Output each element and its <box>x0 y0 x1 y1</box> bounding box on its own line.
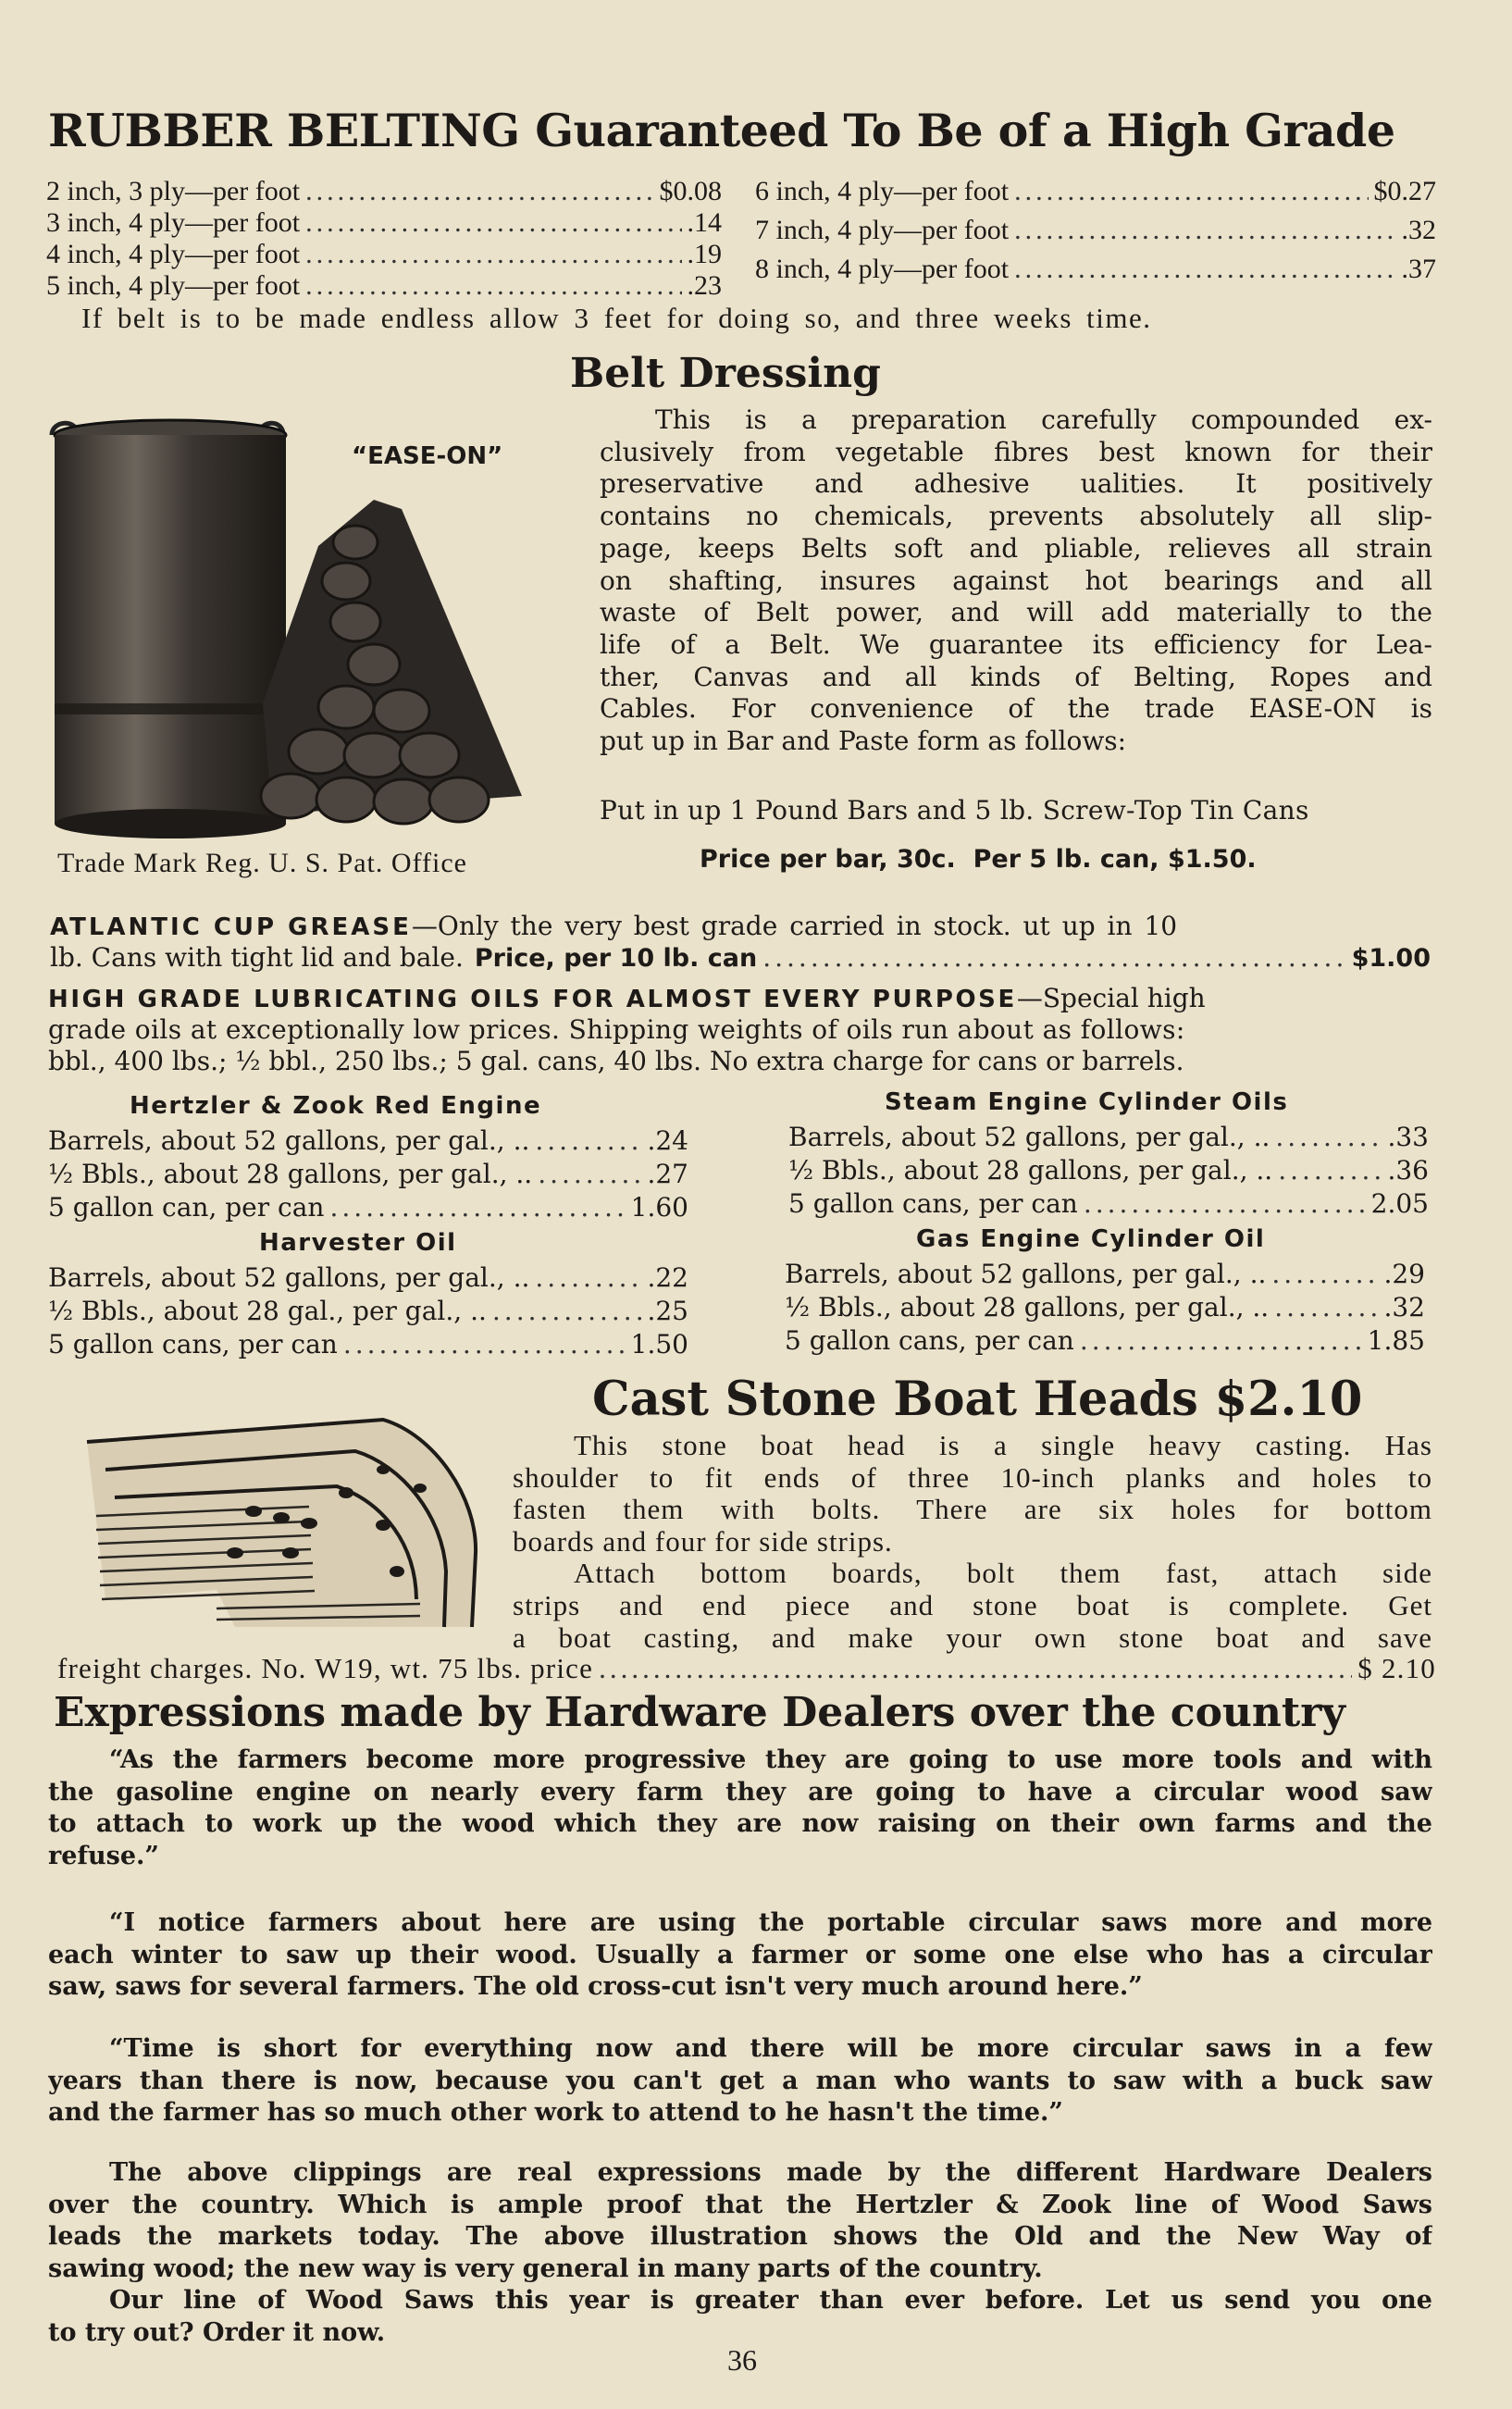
belt-dressing-price: Price per bar, 30c. Per 5 lb. can, $1.50. <box>700 845 1257 874</box>
oils-title-line <box>48 983 1206 1013</box>
cup-grease-line1 <box>50 911 1177 941</box>
trade-mark-caption: Trade Mark Reg. U. S. Pat. Office <box>57 848 467 878</box>
price-row-value: 2.05 <box>1370 1188 1429 1219</box>
leader-dots <box>492 1296 642 1326</box>
leader-dots <box>305 176 653 207</box>
price-row-label: 8 inch, 4 ply—per foot <box>755 254 1010 284</box>
leader-dots <box>305 270 681 302</box>
belt-dressing-line: preservative and adhesive ualities. It positively <box>600 468 1432 500</box>
cup-grease-price-row <box>50 942 1431 973</box>
price-row <box>48 1159 688 1189</box>
leader-dots <box>343 1329 626 1360</box>
price-row-value: .29 <box>1383 1259 1425 1289</box>
price-row <box>48 1296 688 1326</box>
leader-dots <box>1080 1325 1362 1356</box>
price-row-label: 7 inch, 4 ply—per foot <box>755 215 1010 245</box>
price-row-value: .25 <box>647 1296 688 1326</box>
leader-dots <box>538 1159 641 1189</box>
cup-grease-price-label: Price, per 10 lb. can <box>474 944 758 973</box>
price-row-label: ½ Bbls., about 28 gal., per gal., .. <box>48 1296 487 1326</box>
oil-group-title: Gas Engine Cylinder Oil <box>916 1225 1266 1253</box>
boat-heads-price: $ 2.10 <box>1357 1652 1436 1684</box>
expression-line: the gasoline engine on nearly every farm they are going to have a circular wood saw <box>48 1777 1432 1807</box>
rubber-belting-title: RUBBER BELTING Guaranteed To Be of a High Grade <box>48 104 1395 157</box>
cup-grease-line2: lb. Cans with tight lid and bale. <box>50 942 464 973</box>
price-row-value: .37 <box>1401 254 1436 284</box>
cup-grease-text: —Only the very best grade carried in stock. ut up in 10 <box>411 911 1178 941</box>
boat-heads-line: This stone boat head is a single heavy casting. Has <box>574 1429 1432 1461</box>
boat-heads-line: shoulder to fit ends of three 10-inch planks and holes to <box>513 1460 1432 1494</box>
leader-dots <box>1274 1292 1378 1322</box>
boat-heads-line: fasten them with bolts. There are six holes for bottom <box>513 1493 1432 1526</box>
boat-head-illustration <box>78 1414 485 1636</box>
expression-line: over the country. Which is ample proof that the Hertzler & Zook line of Wood Saws <box>48 2190 1432 2219</box>
leader-dots <box>1275 1122 1382 1152</box>
leader-dots <box>1014 176 1368 207</box>
belt-dressing-packaging: Put in up 1 Pound Bars and 5 lb. Screw-Top Tin Cans <box>600 795 1309 826</box>
belt-dressing-line: This is a preparation carefully compounded ex- <box>655 404 1432 435</box>
stone-boat-head-image <box>78 1414 485 1636</box>
belt-dressing-line: page, keeps Belts soft and pliable, relieves all strain <box>600 532 1432 564</box>
price-row-label: Barrels, about 52 gallons, per gal., .. <box>48 1125 530 1156</box>
price-row-label: 5 gallon cans, per can <box>788 1188 1078 1219</box>
price-row-label: 5 gallon can, per can <box>48 1192 325 1223</box>
belt-dressing-line: Cables. For convenience of the trade EASE-ON is <box>600 693 1432 725</box>
belt-dressing-title: Belt Dressing <box>570 350 881 397</box>
price-row-value: $0.08 <box>659 176 722 206</box>
boat-heads-price-row <box>57 1652 1436 1685</box>
leader-dots <box>1014 254 1395 285</box>
leader-dots <box>305 207 681 239</box>
expression-line: each winter to saw up their wood. Usually a farmer or some one else who has a circular <box>48 1940 1432 1969</box>
expressions-title: Expressions made by Hardware Dealers over the country <box>54 1689 1345 1736</box>
expression-line: and the farmer has so much other work to attend to he hasn't the time.” <box>48 2098 1063 2128</box>
price-row <box>48 1192 688 1223</box>
price-row <box>755 254 1436 285</box>
price-row-value: .14 <box>687 207 722 238</box>
price-row-value: $0.27 <box>1373 176 1436 206</box>
price-row-value: 1.60 <box>630 1192 688 1223</box>
boat-heads-title: Cast Stone Boat Heads $2.10 <box>592 1372 1363 1427</box>
belt-dressing-line: put up in Bar and Paste form as follows: <box>600 726 1127 756</box>
price-row <box>48 1262 688 1293</box>
expression-line: Our line of Wood Saws this year is greater than ever before. Let us send you one <box>109 2286 1432 2316</box>
price-row-label: 5 inch, 4 ply—per foot <box>46 270 301 301</box>
price-row-label: 4 inch, 4 ply—per foot <box>46 239 301 269</box>
boat-heads-line: strips and end piece and stone boat is complete. Get <box>513 1589 1432 1621</box>
oil-group-title: Steam Engine Cylinder Oils <box>885 1088 1289 1116</box>
price-row <box>48 1125 688 1156</box>
price-row <box>46 176 722 207</box>
boat-heads-line: boards and four for side strips. <box>513 1524 893 1558</box>
price-row-value: .22 <box>647 1262 688 1293</box>
belt-dressing-line: waste of Belt power, and will add materially to the <box>600 597 1432 628</box>
oil-group-title: Hertzler & Zook Red Engine <box>130 1092 542 1120</box>
price-row-value: .19 <box>687 239 722 269</box>
price-row-label: Barrels, about 52 gallons, per gal., .. <box>788 1122 1270 1152</box>
price-row <box>788 1188 1429 1219</box>
belt-dressing-line: clusively from vegetable fibres best known for their <box>600 436 1432 467</box>
price-row <box>785 1259 1425 1289</box>
expression-line: leads the markets today. The above illustration shows the Old and the New Way of <box>48 2222 1432 2252</box>
oils-line3: bbl., 400 lbs.; ½ bbl., 250 lbs.; 5 gal. cans, 40 lbs. No extra charge for cans or barrels. <box>48 1046 1184 1076</box>
leader-dots <box>329 1192 625 1223</box>
expression-line: “I notice farmers about here are using the portable circular saws more and more <box>109 1908 1432 1937</box>
price-row <box>755 176 1436 207</box>
expression-line: “Time is short for everything now and there will be more circular saws in a few <box>109 2034 1432 2063</box>
leader-dots <box>1084 1188 1366 1219</box>
price-row-value: .32 <box>1383 1292 1425 1322</box>
price-row-value: 1.50 <box>630 1329 688 1360</box>
price-row-value: .36 <box>1387 1155 1429 1186</box>
price-row-label: 2 inch, 3 ply—per foot <box>46 176 301 206</box>
belt-dressing-line: life of a Belt. We guarantee its efficiency for Lea- <box>600 628 1432 660</box>
cup-grease-title: ATLANTIC CUP GREASE <box>50 913 412 941</box>
price-row-value: .24 <box>647 1125 688 1156</box>
expression-line: refuse.” <box>48 1841 159 1870</box>
belt-dressing-line: contains no chemicals, prevents absolutely all slip- <box>600 501 1432 532</box>
price-row-label: ½ Bbls., about 28 gallons, per gal., .. <box>788 1155 1273 1186</box>
leader-dots <box>305 239 681 270</box>
boat-heads-line: a boat casting, and make your own stone boat and save <box>513 1620 1432 1654</box>
expression-line: to try out? Order it now. <box>48 2318 386 2347</box>
price-row-label: ½ Bbls., about 28 gallons, per gal., .. <box>785 1292 1270 1322</box>
price-row <box>46 207 722 239</box>
price-row-value: 1.85 <box>1367 1325 1425 1356</box>
expression-line: years than there is now, because you can't get a man who wants to saw with a buck saw <box>48 2066 1432 2095</box>
leader-dots <box>535 1262 641 1293</box>
price-row-label: Barrels, about 52 gallons, per gal., .. <box>785 1259 1267 1289</box>
price-row <box>785 1292 1425 1322</box>
price-row-label: 6 inch, 4 ply—per foot <box>755 176 1010 206</box>
leader-dots <box>1271 1259 1378 1289</box>
boat-heads-line: Attach bottom boards, bolt them fast, attach side <box>574 1557 1432 1590</box>
price-row <box>48 1329 688 1360</box>
ease-on-can-and-bars-image <box>41 407 596 842</box>
price-row <box>755 215 1436 246</box>
expression-line: sawing wood; the new way is very general in many parts of the country. <box>48 2254 1043 2283</box>
belt-dressing-line: ther, Canvas and all kinds of Belting, Ropes and <box>600 661 1432 692</box>
ease-on-illustration <box>41 407 596 842</box>
expression-line: saw, saws for several farmers. The old cross-cut isn't very much around here.” <box>48 1972 1143 2002</box>
price-row-label: Barrels, about 52 gallons, per gal., .. <box>48 1262 530 1293</box>
oils-title-rest: —Special high <box>1016 983 1206 1013</box>
page-number: 36 <box>727 2343 757 2377</box>
oils-line2: grade oils at exceptionally low prices. Shipping weights of oils run about as follows: <box>48 1014 1185 1045</box>
expression-line: The above clippings are real expressions made by the different Hardware Dealers <box>109 2158 1432 2187</box>
price-row-value: .33 <box>1387 1122 1429 1152</box>
belt-dressing-line: on shafting, insures against hot bearings and all <box>600 565 1432 596</box>
expression-line: “As the farmers become more progressive they are going to use more tools and with <box>109 1745 1432 1774</box>
price-row <box>46 270 722 302</box>
oils-title: HIGH GRADE LUBRICATING OILS FOR ALMOST EVERY PURPOSE <box>48 986 1017 1013</box>
price-row <box>785 1325 1425 1356</box>
price-row-label: 3 inch, 4 ply—per foot <box>46 207 301 238</box>
price-row-value: .27 <box>647 1159 688 1189</box>
price-row <box>788 1155 1429 1186</box>
expression-line: to attach to work up the wood which they are now raising on their own farms and the <box>48 1809 1432 1839</box>
price-row <box>788 1122 1429 1152</box>
price-row-label: 5 gallon cans, per can <box>785 1325 1074 1356</box>
price-row-label: 5 gallon cans, per can <box>48 1329 338 1360</box>
leader-dots <box>1014 215 1395 246</box>
leader-dots <box>535 1125 641 1156</box>
boat-heads-price-label: freight charges. No. W19, wt. 75 lbs. price <box>57 1652 594 1684</box>
price-row-value: .23 <box>687 270 722 301</box>
oil-group-title: Harvester Oil <box>259 1229 457 1257</box>
price-row-value: .32 <box>1401 215 1436 245</box>
price-row-label: ½ Bbls., about 28 gallons, per gal., .. <box>48 1159 533 1189</box>
leader-dots <box>1278 1155 1382 1186</box>
price-row <box>46 239 722 270</box>
belting-note: If belt is to be made endless allow 3 feet for doing so, and three weeks time. <box>81 302 1152 334</box>
cup-grease-price: $1.00 <box>1351 944 1431 973</box>
ease-on-label: “EASE-ON” <box>352 442 503 470</box>
